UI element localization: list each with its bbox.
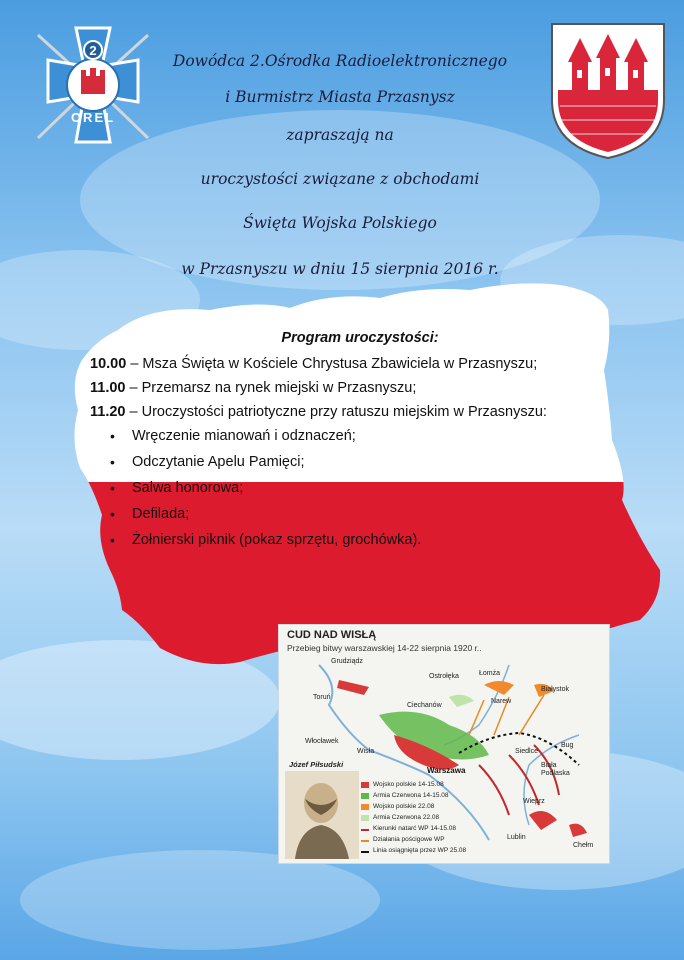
legend-row [361,801,466,812]
city-label: Łomża [479,670,501,677]
legend-label: Wojsko polskie 14-15.08 [373,781,444,788]
city-label-capital: Warszawa [427,766,466,775]
river-label: Wieprz [523,798,545,805]
program-time: 11.20 [90,404,126,420]
program-entry [90,380,610,396]
program-text: – Msza Święta w Kościele Chrystusa Zbawiciela w Przasnyszu; [126,356,538,372]
legend-swatch [361,793,369,799]
header-line-5: Święta Wojska Polskiego [243,214,437,232]
program-text: – Przemarsz na rynek miejski w Przasnyszu; [125,380,417,396]
legend-swatch [361,827,369,831]
header-line-3: zapraszają na [286,126,394,144]
legend-row [361,845,466,856]
city-label: Chełm [573,842,594,849]
bullet-item: • Odczytanie Apelu Pamięci; [90,454,610,470]
legend-swatch [361,815,369,821]
legend-row [361,779,466,790]
city-label: Toruń [313,694,331,701]
legend-row [361,834,466,845]
pilsudski-portrait [285,771,359,859]
legend-row [361,790,466,801]
legend-swatch [361,804,369,810]
map-legend [361,779,466,856]
bullet-item: • Wręczenie mianowań i odznaczeń; [90,428,610,444]
legend-swatch [361,782,369,788]
legend-swatch [361,849,369,853]
river-label: Wisła [357,748,375,755]
emblem-orel-text: OREL [70,110,116,125]
header-line-2: i Burmistrz Miasta Przasnysz [225,88,455,106]
header-line-4: uroczystości związane z obchodami [200,170,480,188]
program-time: 10.00 [90,356,127,372]
header-line-1: Dowódca 2.Ośrodka Radioelektronicznego [172,52,508,70]
legend-row [361,812,466,823]
emblem-number: 2 [89,43,97,58]
przasnysz-coat-of-arms [548,20,668,160]
program-entry [90,404,610,420]
city-label: Lublin [507,834,526,841]
city-label: Włocławek [305,738,339,745]
legend-label: Wojsko polskie 22.08 [373,803,435,810]
legend-label: Armia Czerwona 22.08 [373,814,440,821]
city-label: Ostrołęka [429,673,459,680]
program-bullets [90,428,610,548]
map-subtitle: Przebieg bitwy warszawskiej 14-22 sierpnia 1920 r.. [287,643,482,653]
legend-label: Linia osiągnięta przez WP 25.08 [373,847,467,854]
city-label: Biała [541,762,557,769]
pilsudski-caption: Józef Piłsudski [289,760,344,769]
river-label: Narew [491,698,512,705]
city-label: Siedlce [515,748,538,755]
program-entry [90,356,610,372]
bullet-item: • Defilada; [90,506,610,522]
city-label: Ciechanów [407,702,442,709]
battle-map-card [278,624,610,864]
legend-label: Armia Czerwona 14-15.08 [373,792,449,799]
city-label: Grudziądz [331,658,363,665]
city-label: Białystok [541,686,570,693]
program-time: 11.00 [90,380,126,396]
program-title: Program uroczystości: [281,330,439,346]
river-label: Bug [561,742,574,749]
legend-swatch [361,838,369,842]
program-text: – Uroczystości patriotyczne przy ratuszu miejskim w Przasnyszu: [125,404,547,420]
legend-label: Kierunki natarć WP 14-15.08 [373,825,456,832]
program-section [90,330,610,558]
legend-row [361,823,466,834]
bullet-item: • Salwa honorowa; [90,480,610,496]
map-title: CUD NAD WISŁĄ [287,629,377,641]
bullet-item: • Żołnierski piknik (pokaz sprzętu, grochówka). [90,532,610,548]
header-line-6: w Przasnyszu w dniu 15 sierpnia 2016 r. [181,260,499,278]
legend-label: Działania pościgowe WP [373,836,445,843]
city-label: Podlaska [541,770,570,777]
